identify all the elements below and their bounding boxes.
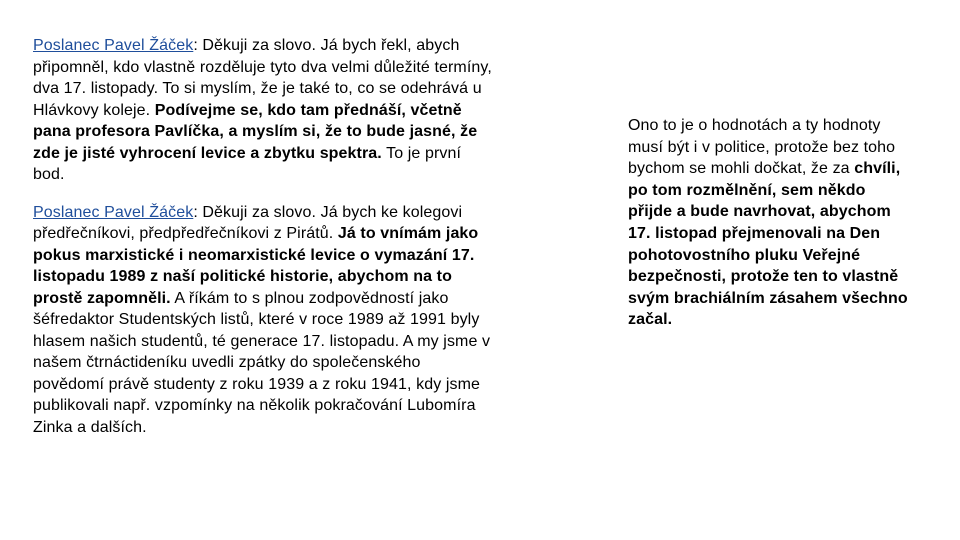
quote-text: Ono to je o hodnotách a ty hodnoty musí být i v politice, protože bez toho bychom se mohli dočkat, že za bbox=[628, 117, 896, 178]
paragraph-2-text: Děkuji za slovo. Já bych ke kolegovi předřečníkovi, předpředřečníkovi z Pirátů. bbox=[33, 203, 463, 242]
speaker-link-1[interactable]: Poslanec Pavel Žáček bbox=[33, 37, 194, 54]
paragraph-2-bold: Já to vnímám jako pokus marxistické i neomarxistické levice o vymazání 17. listopadu 1989 z naší politické historie, abychom na to prostě zapomněli. bbox=[33, 225, 479, 307]
paragraph-1-text: Děkuji za slovo. Já bych řekl, abych připomněl, kdo vlastně rozděluje tyto dva velmi důležité termíny, dva 17. listopady. To si myslím, že je také to, co se odehrává u Hlávkovy koleje. bbox=[33, 37, 492, 119]
paragraph-1-text-end: To je první bod. bbox=[33, 144, 462, 183]
paragraph-2-text-end: A říkám to s plnou zodpovědností jako šéfredaktor Studentských listů, které v roce 1989 až 1991 byly hlasem našich studentů, té generace 17. listopadu. A my jsme v našem čtrnáctideníku uvedli zpátky do společenského povědomí právě studenty z roku 1939 a z roku 1941, kdy jsme publikovali např. vzpomínky na několik pokračování Lubomíra Zinka a dalších. bbox=[33, 289, 491, 436]
speaker-link-2[interactable]: Poslanec Pavel Žáček bbox=[33, 203, 194, 221]
right-column bbox=[628, 115, 908, 331]
quote-paragraph bbox=[628, 115, 908, 331]
speech-paragraph-2 bbox=[33, 202, 495, 439]
speaker-colon-1: : bbox=[193, 37, 198, 54]
speech-paragraph-1 bbox=[33, 35, 495, 186]
paragraph-1-bold: Podívejme se, kdo tam přednáší, včetně pana profesora Pavlíčka, a myslím si, že to bude jasné, že zde je jisté vyhrocení levice a zbytku spektra. bbox=[33, 101, 478, 162]
speaker-colon-2: : bbox=[193, 203, 198, 221]
quote-bold: chvíli, po tom rozmělnění, sem někdo přijde a bude navrhovat, abychom 17. listopad přejmenovali na Den pohotovostního pluku Veřejné bezpečnosti, protože ten to vlastně svým brachiálním zásahem všechno začal. bbox=[628, 160, 908, 329]
left-column bbox=[33, 35, 495, 438]
